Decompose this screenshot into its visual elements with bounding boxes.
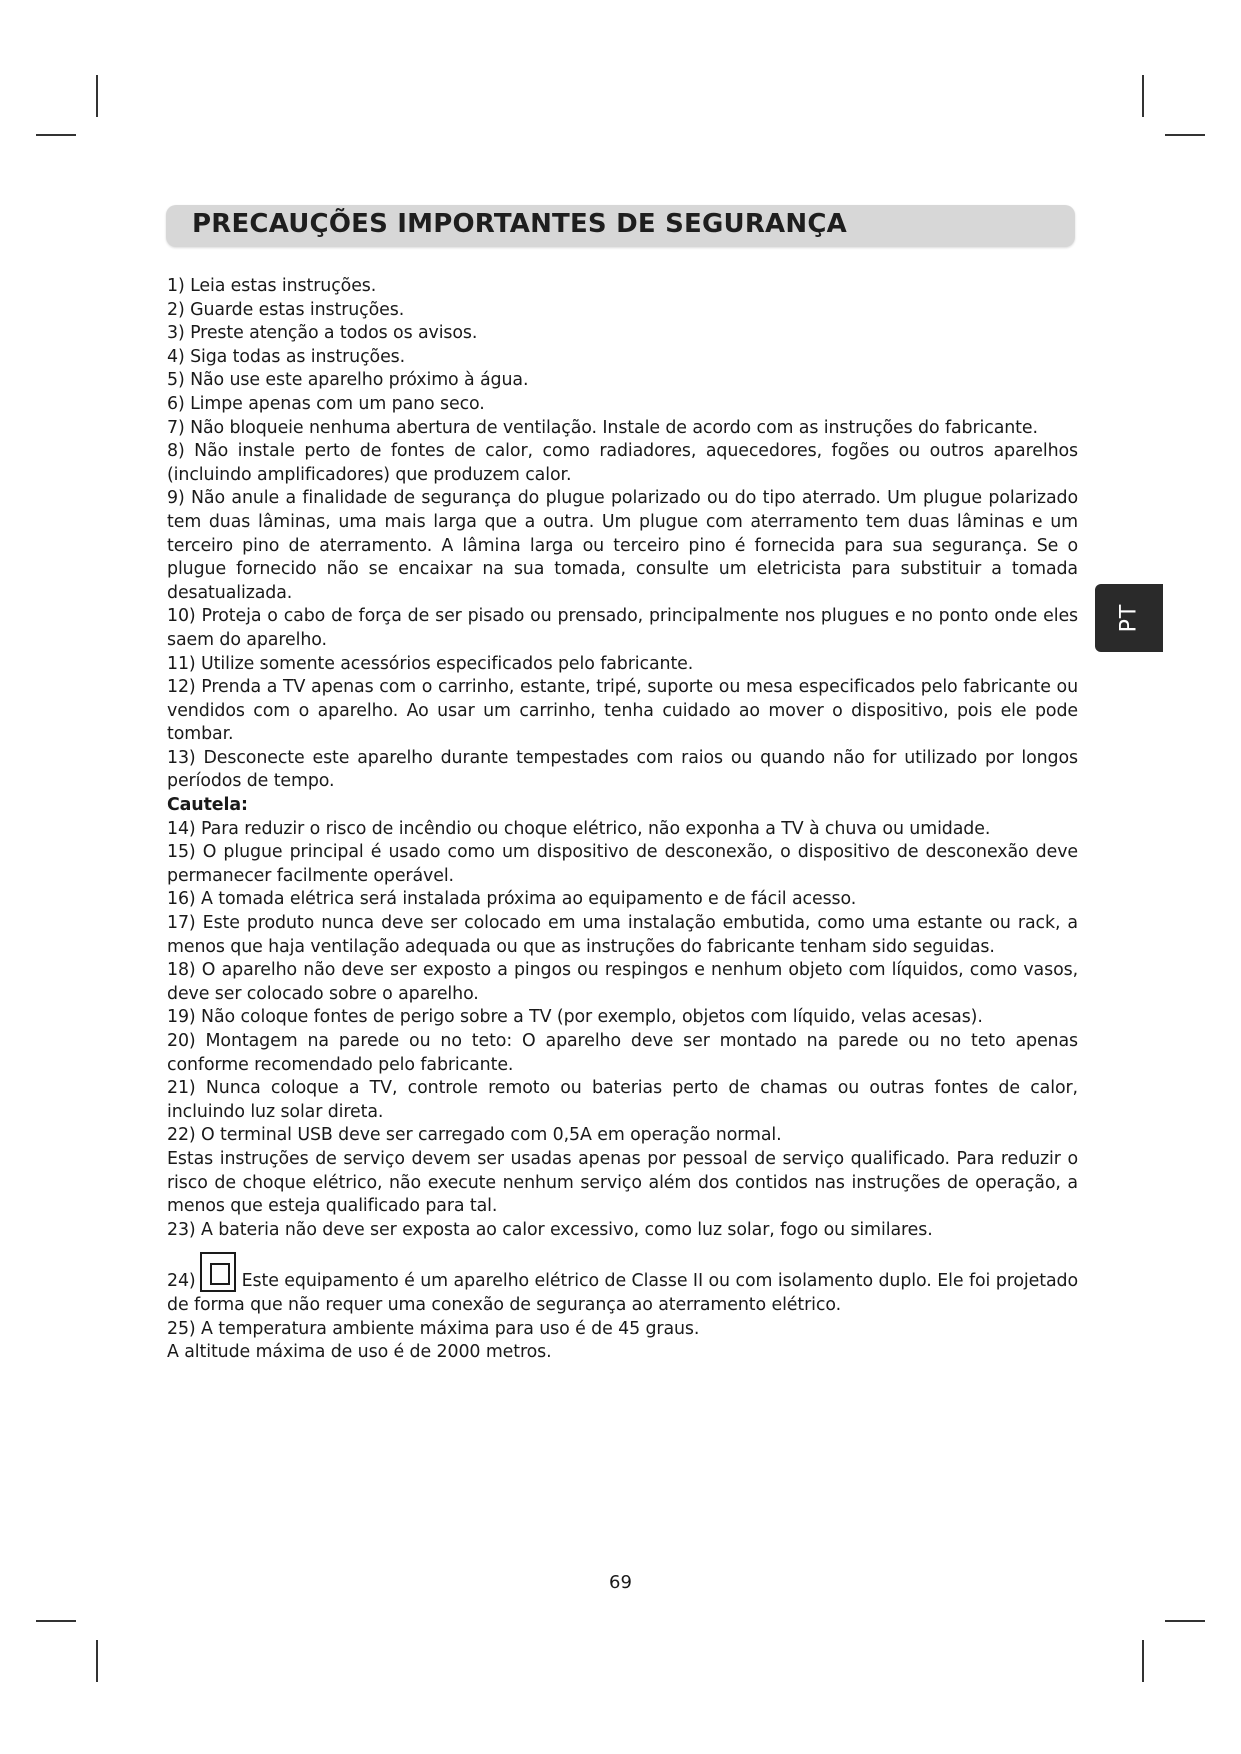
crop-mark-top-left-horizontal xyxy=(36,134,76,136)
crop-mark-bottom-left-horizontal xyxy=(36,1620,76,1622)
altitude-note: A altitude máxima de uso é de 2000 metros. xyxy=(167,1342,552,1363)
instruction-item: 2) Guarde estas instruções. xyxy=(167,299,405,320)
service-note: Estas instruções de serviço devem ser usadas apenas por pessoal de serviço qualificado. Para reduzir o risco de choque elétrico, não execute nenhum serviço além dos contidos nas instruções de operação, a menos que esteja qualificado para tal. xyxy=(167,1148,1078,1217)
page-number: 69 xyxy=(609,1572,632,1593)
class-ii-double-insulation-icon xyxy=(200,1252,236,1292)
caution-item: 22) O terminal USB deve ser carregado com 0,5A em operação normal. xyxy=(167,1125,782,1146)
caution-item: 19) Não coloque fontes de perigo sobre a TV (por exemplo, objetos com líquido, velas acesas). xyxy=(167,1007,983,1028)
caution-item: 17) Este produto nunca deve ser colocado em uma instalação embutida, como uma estante ou rack, a menos que haja ventilação adequada ou que as instruções do fabricante tenham sido seguidas. xyxy=(167,913,1078,957)
instruction-item: 5) Não use este aparelho próximo à água. xyxy=(167,370,529,391)
instruction-item: 8) Não instale perto de fontes de calor, como radiadores, aquecedores, fogões ou outros aparelhos (incluindo amplificadores) que produzem calor. xyxy=(167,441,1078,485)
caution-heading: Cautela: xyxy=(167,795,248,816)
caution-item: 21) Nunca coloque a TV, controle remoto ou baterias perto de chamas ou outras fontes de calor, incluindo luz solar direta. xyxy=(167,1078,1078,1122)
caution-item: 15) O plugue principal é usado como um dispositivo de desconexão, o dispositivo de desconexão deve permanecer facilmente operável. xyxy=(167,842,1078,886)
instruction-item: 6) Limpe apenas com um pano seco. xyxy=(167,393,485,414)
crop-mark-top-right-horizontal xyxy=(1165,134,1205,136)
crop-mark-bottom-left-vertical xyxy=(96,1640,98,1682)
caution-item: 18) O aparelho não deve ser exposto a pingos ou respingos e nenhum objeto com líquidos, como vasos, deve ser colocado sobre o aparelho. xyxy=(167,960,1078,1004)
crop-mark-top-right-vertical xyxy=(1142,75,1144,117)
class-ii-item-number: 24) xyxy=(167,1271,196,1292)
crop-mark-top-left-vertical xyxy=(96,75,98,117)
page-title: PRECAUÇÕES IMPORTANTES DE SEGURANÇA xyxy=(192,209,847,239)
instruction-item: 3) Preste atenção a todos os avisos. xyxy=(167,323,478,344)
caution-item: 14) Para reduzir o risco de incêndio ou choque elétrico, não exponha a TV à chuva ou umidade. xyxy=(167,818,991,839)
instruction-item: 13) Desconecte este aparelho durante tempestades com raios ou quando não for utilizado por longos períodos de tempo. xyxy=(167,747,1078,792)
language-tab xyxy=(1095,584,1163,652)
class-ii-item-text: Este equipamento é um aparelho elétrico de Classe II ou com isolamento duplo. Ele foi projetado de forma que não requer uma conexão de segurança ao aterramento elétrico. xyxy=(167,1271,1078,1315)
instruction-item: 9) Não anule a finalidade de segurança do plugue polarizado ou do tipo aterrado. Um plugue polarizado tem duas lâminas, uma mais larga que a outra. Um plugue com aterramento tem duas lâminas e um terceiro pino de aterramento. A lâmina larga ou terceiro pino é fornecida para sua segurança. Se o plugue fornecido não se encaixar na sua tomada, consulte um eletricista para substituir a tomada desatualizada. xyxy=(167,488,1078,603)
safety-instructions xyxy=(167,275,1078,1365)
temperature-item: 25) A temperatura ambiente máxima para uso é de 45 graus. xyxy=(167,1318,700,1339)
instruction-item: 7) Não bloqueie nenhuma abertura de ventilação. Instale de acordo com as instruções do fabricante. xyxy=(167,417,1038,438)
caution-item: 23) A bateria não deve ser exposta ao calor excessivo, como luz solar, fogo ou similares. xyxy=(167,1219,933,1240)
language-tab-label: PT xyxy=(1116,603,1142,633)
instruction-item: 1) Leia estas instruções. xyxy=(167,276,377,296)
caution-item: 20) Montagem na parede ou no teto: O aparelho deve ser montado na parede ou no teto apenas conforme recomendado pelo fabricante. xyxy=(167,1031,1078,1075)
instruction-item: 11) Utilize somente acessórios especificados pelo fabricante. xyxy=(167,653,694,674)
instruction-item: 10) Proteja o cabo de força de ser pisado ou prensado, principalmente nos plugues e no ponto onde eles saem do aparelho. xyxy=(167,606,1078,650)
instruction-item: 12) Prenda a TV apenas com o carrinho, estante, tripé, suporte ou mesa especificados pelo fabricante ou vendidos com o aparelho. Ao usar um carrinho, tenha cuidado ao mover o dispositivo, pois ele pode tombar. xyxy=(167,677,1078,745)
section-title-bar xyxy=(166,205,1075,247)
crop-mark-bottom-right-horizontal xyxy=(1165,1620,1205,1622)
instruction-item: 4) Siga todas as instruções. xyxy=(167,346,406,367)
caution-item: 16) A tomada elétrica será instalada próxima ao equipamento e de fácil acesso. xyxy=(167,889,857,910)
class-ii-item xyxy=(167,1252,1078,1317)
crop-mark-bottom-right-vertical xyxy=(1142,1640,1144,1682)
